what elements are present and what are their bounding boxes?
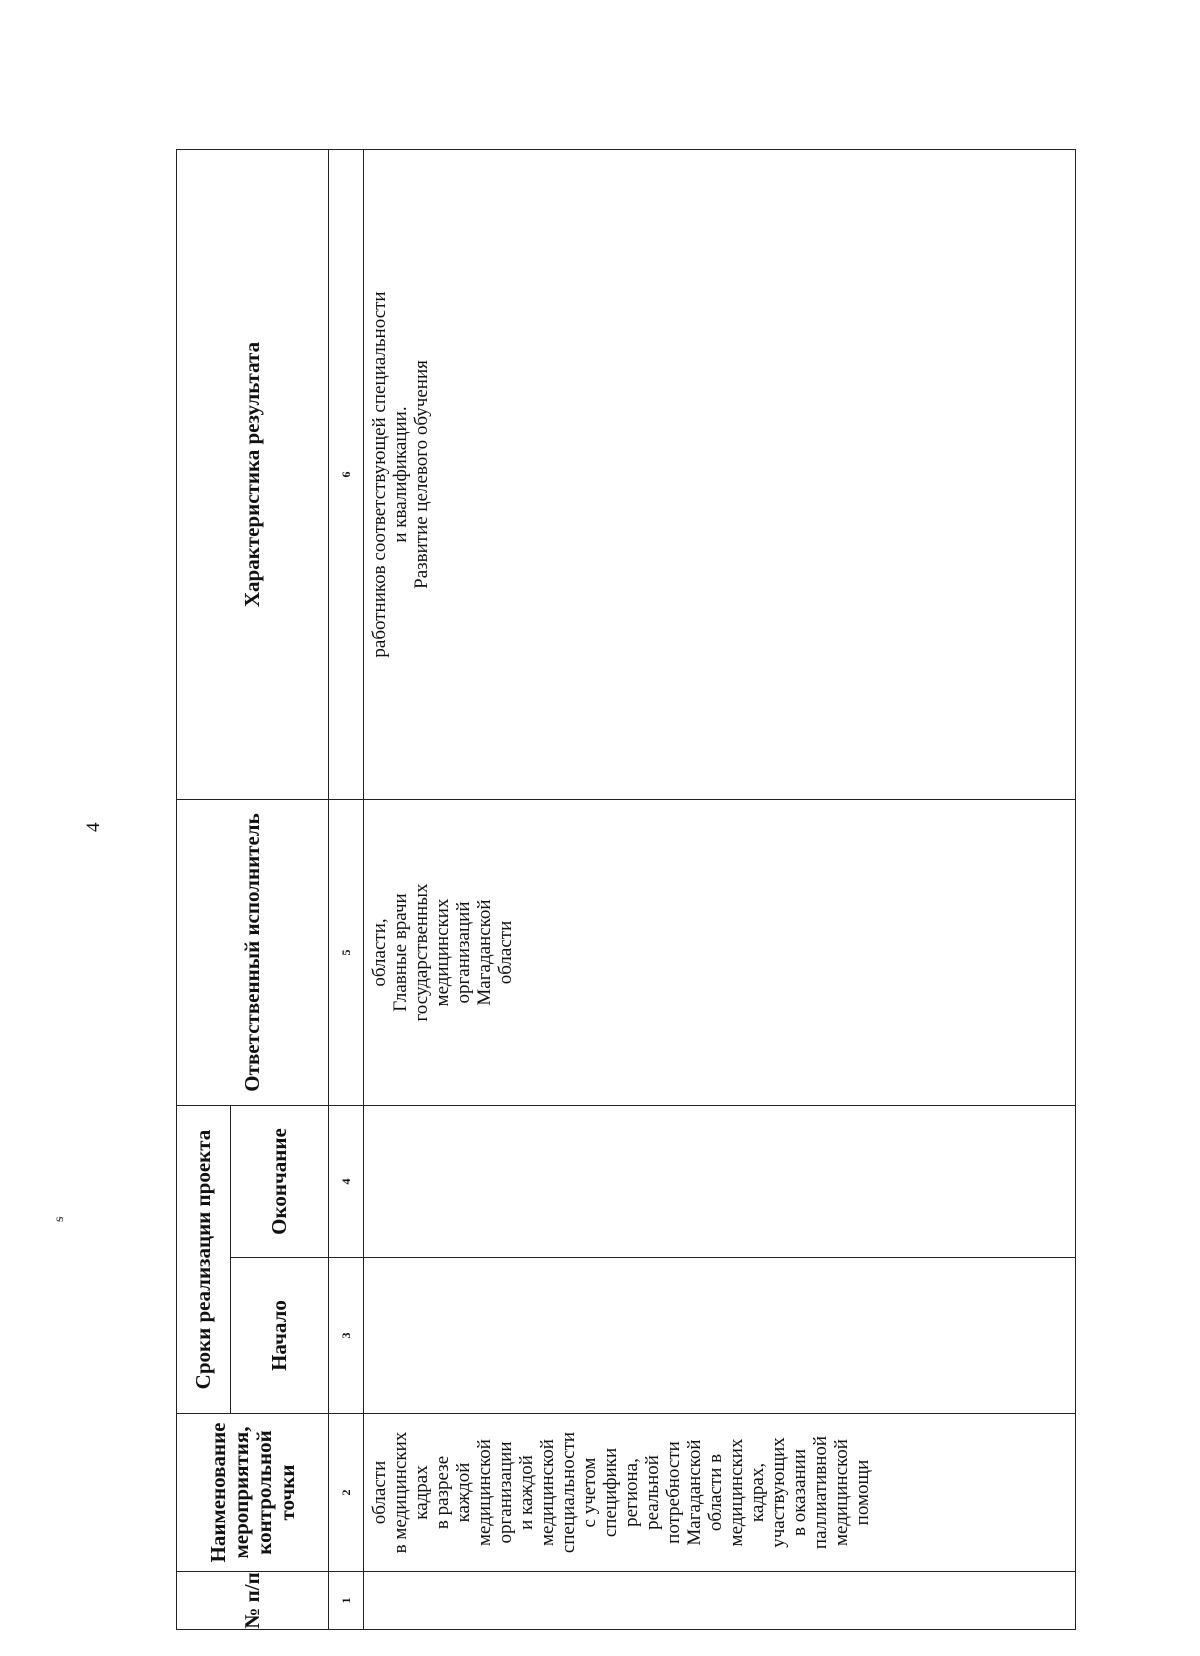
name-line: каждой <box>453 1462 474 1523</box>
name-line: Магаданской <box>684 1439 705 1546</box>
name-line: медицинской <box>537 1439 558 1546</box>
row-end-cell <box>364 1106 1076 1258</box>
row-name-cell <box>364 1414 1076 1572</box>
header-start: Начало <box>231 1258 329 1414</box>
name-line: реальной <box>642 1455 663 1530</box>
row-result-cell <box>364 150 1076 800</box>
row-number-cell <box>364 1572 1076 1630</box>
name-line: кадрах, <box>747 1462 768 1523</box>
name-line: потребности <box>663 1441 684 1544</box>
result-line: и квалификации. <box>390 406 411 543</box>
header-number: № п/п <box>177 1572 329 1630</box>
executor-line: медицинских <box>432 898 453 1007</box>
executor-line: Магаданской <box>474 899 495 1006</box>
column-number: 3 <box>329 1258 364 1414</box>
executor-line: Главные врачи <box>390 893 411 1012</box>
header-executor: Ответственный исполнитель <box>177 800 329 1106</box>
header-result: Характеристика результата <box>177 150 329 800</box>
name-line: кадрах <box>411 1465 432 1520</box>
rotated-table-container <box>176 150 1076 1630</box>
executor-line: области, <box>369 918 390 987</box>
header-period: Сроки реализации проекта <box>177 1106 231 1414</box>
column-number: 1 <box>329 1572 364 1630</box>
column-number: 5 <box>329 800 364 1106</box>
row-start-cell <box>364 1258 1076 1414</box>
row-executor-cell <box>364 800 1076 1106</box>
name-line: области <box>369 1460 390 1525</box>
result-line: работников соответствующей специальности <box>369 291 390 658</box>
name-line: региона, <box>621 1458 642 1527</box>
name-line: паллиативной <box>810 1435 831 1550</box>
page-number: 4 <box>83 822 104 832</box>
column-number: 6 <box>329 150 364 800</box>
name-line: с учетом <box>579 1457 600 1528</box>
name-line: в разрезе <box>432 1455 453 1530</box>
result-line: Развитие целевого обучения <box>411 360 432 589</box>
executor-line: организаций <box>453 901 474 1004</box>
name-line: медицинской <box>831 1439 852 1546</box>
plan-table <box>176 149 1076 1630</box>
column-number: 2 <box>329 1414 364 1572</box>
header-end: Окончание <box>231 1106 329 1258</box>
executor-line: области <box>495 920 516 985</box>
name-line: помощи <box>852 1459 873 1526</box>
executor-line: государственных <box>411 883 432 1022</box>
name-line: в медицинских <box>390 1431 411 1554</box>
name-line: области в <box>705 1453 726 1532</box>
name-line: медицинской <box>474 1439 495 1546</box>
name-line: специфики <box>600 1447 621 1538</box>
column-number: 4 <box>329 1106 364 1258</box>
name-line: участвующих <box>768 1437 789 1548</box>
stray-mark: ᵴ <box>52 1216 67 1222</box>
name-line: и каждой <box>516 1455 537 1530</box>
name-line: специальности <box>558 1431 579 1554</box>
name-line: в оказании <box>789 1448 810 1537</box>
name-line: организации <box>495 1441 516 1544</box>
header-name: Наименование мероприятия, контрольной точки <box>177 1414 329 1572</box>
name-line: медицинских <box>726 1438 747 1547</box>
